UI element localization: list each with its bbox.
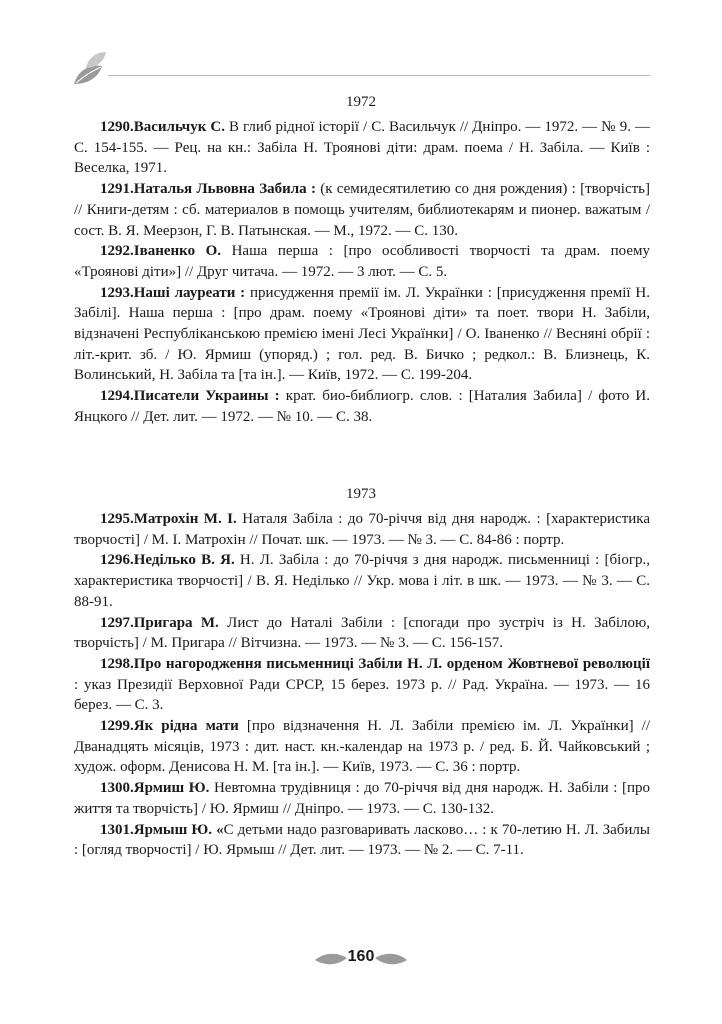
entry-text: крат. био-библиогр. слов. : [Наталия Забила] / фото И. Янцкого // Дет. лит. — 1972. — № 10. — С. 38. xyxy=(74,388,650,425)
bib-entry xyxy=(74,386,650,427)
header-rule xyxy=(108,75,650,76)
entry-text: Наша перша : [про особливості творчості та драм. поему «Троянові діти»] // Друг читача. — 1972. — 3 лют. — С. 5. xyxy=(74,243,650,280)
entry-text: Лист до Наталі Забіли : [спогади про зустріч із Н. Забілою, творчість] / М. Пригара // Вітчизна. — 1973. — № 3. — С. 156-157. xyxy=(74,614,650,652)
bib-entry xyxy=(74,654,650,716)
entry-author: Васильчук С. xyxy=(133,119,225,135)
entries-1973 xyxy=(74,509,650,861)
entry-text: Н. Л. Забіла : до 70-річчя з дня народж. письменниці : [біогр., характеристика творчості] / В. Я. Неділько // Укр. мова і літ. в шк. — 1973. — № 3. — С. 88-91. xyxy=(74,552,650,610)
entry-number: 1295. xyxy=(100,511,134,527)
entry-number: 1298. xyxy=(100,655,134,672)
year-heading: 1973 xyxy=(346,486,376,502)
entry-author: Наші лауреати : xyxy=(133,284,246,301)
entry-number: 1301. xyxy=(100,821,134,838)
page-number-ornament xyxy=(311,944,411,974)
entry-number: 1299. xyxy=(100,718,134,735)
entry-text: Наталя Забіла : до 70-річчя від дня народж. : [характеристика творчості] / М. І. Матрохін // Почат. шк. — 1973. — № 3. — С. 84-86 : портр. xyxy=(74,511,650,548)
entry-author: Іваненко О. xyxy=(133,243,222,260)
entry-text: присудження премії ім. Л. Українки : [присудження премії Н. Забілі]. Наша перша : [про драм. поему «Троянові діти» та поет. твори Н. Забіли, відзначені Республіканською премією імені Лесі Українки] / О. Іваненко // Весняні обрії : літ.-крит. зб. / Ю. Ярмиш (упоряд.) ; гол. ред. В. Бичко ; редкол.: В. Близнець, К. Волинський, Н. Забіла та [та ін.]. — Київ, 1972. — С. 199-204. xyxy=(74,284,650,384)
entry-number: 1300. xyxy=(100,780,134,797)
entry-author: Про нагородження письменниці Забіли Н. Л. орденом Жовтневої революції xyxy=(133,655,650,672)
entry-number: 1296. xyxy=(100,552,134,569)
entry-text: [про відзначення Н. Л. Забіли премією ім. Л. Українки] // Дванадцять місяців, 1973 : дит. наст. кн.-календар на 1973 р. / ред. Б. Й. Чайковський ; худож. оформ. Денисова Н. М. [та ін.]. — Київ, 1973. — С. 36 : портр. xyxy=(74,718,650,776)
entry-text: В глиб рідної історії / С. Васильчук // Дніпро. — 1972. — № 9. — С. 154-155. — Рец. на кн.: Забіла Н. Троянові діти: драм. поема / Н. Забіла. — Київ : Веселка, 1971. xyxy=(74,119,650,177)
entry-author: Наталья Львовна Забила : xyxy=(133,181,316,198)
entry-author: Неділько В. Я. xyxy=(133,552,235,569)
bib-entry xyxy=(74,550,650,612)
bib-entry xyxy=(74,613,650,654)
leaf-ornament-icon xyxy=(72,50,112,90)
entry-author: Писатели Украины : xyxy=(133,388,280,405)
bib-entry xyxy=(74,283,650,387)
entry-author: Пригара М. xyxy=(133,614,219,631)
bib-entry xyxy=(74,778,650,819)
entry-number: 1292. xyxy=(100,243,134,260)
entry-text: (к семидесятилетию со дня рождения) : [творчість] // Книги-детям : сб. материалов в помощь учителям, библиотекарям и пионер. важатым / сост. В. Я. Меерзон, Г. В. Патынская. — М., 1972. — С. 130. xyxy=(74,181,650,239)
entry-number: 1291. xyxy=(100,181,134,198)
entries-1972 xyxy=(74,117,650,428)
entry-number: 1293. xyxy=(100,284,134,301)
page-header xyxy=(72,50,650,90)
bib-entry xyxy=(74,117,650,179)
entry-number: 1297. xyxy=(100,614,134,631)
entry-author: Матрохін М. І. xyxy=(133,511,237,527)
bib-entry xyxy=(74,716,650,778)
entry-number: 1294. xyxy=(100,388,134,405)
entry-number: 1290. xyxy=(100,119,134,135)
page-number: 160 xyxy=(347,948,375,965)
entry-author: Як рідна мати xyxy=(133,718,239,735)
bib-entry xyxy=(74,179,650,241)
bib-entry xyxy=(74,509,650,550)
entry-author: Ярмиш Ю. xyxy=(133,780,210,797)
bib-entry xyxy=(74,820,650,861)
entry-text: Невтомна трудівниця : до 70-річчя від дня народж. Н. Забіли : [про життя та творчість] / Ю. Ярмиш // Дніпро. — 1973. — С. 130-132. xyxy=(74,780,650,817)
year-heading: 1972 xyxy=(346,94,376,110)
entry-text: : указ Президії Верховної Ради СРСР, 15 берез. 1973 р. // Рад. Україна. — 1973. — 16 берез. — С. 3. xyxy=(74,676,650,714)
entry-text: С детьми надо разговаривать ласково… : к 70-летию Н. Л. Забилы : [огляд творчості] / Ю. Ярмыш // Дет. лит. — 1973. — № 2. — С. 7-11. xyxy=(74,821,650,859)
entry-author: Ярмыш Ю. « xyxy=(133,821,224,838)
bib-entry xyxy=(74,241,650,282)
